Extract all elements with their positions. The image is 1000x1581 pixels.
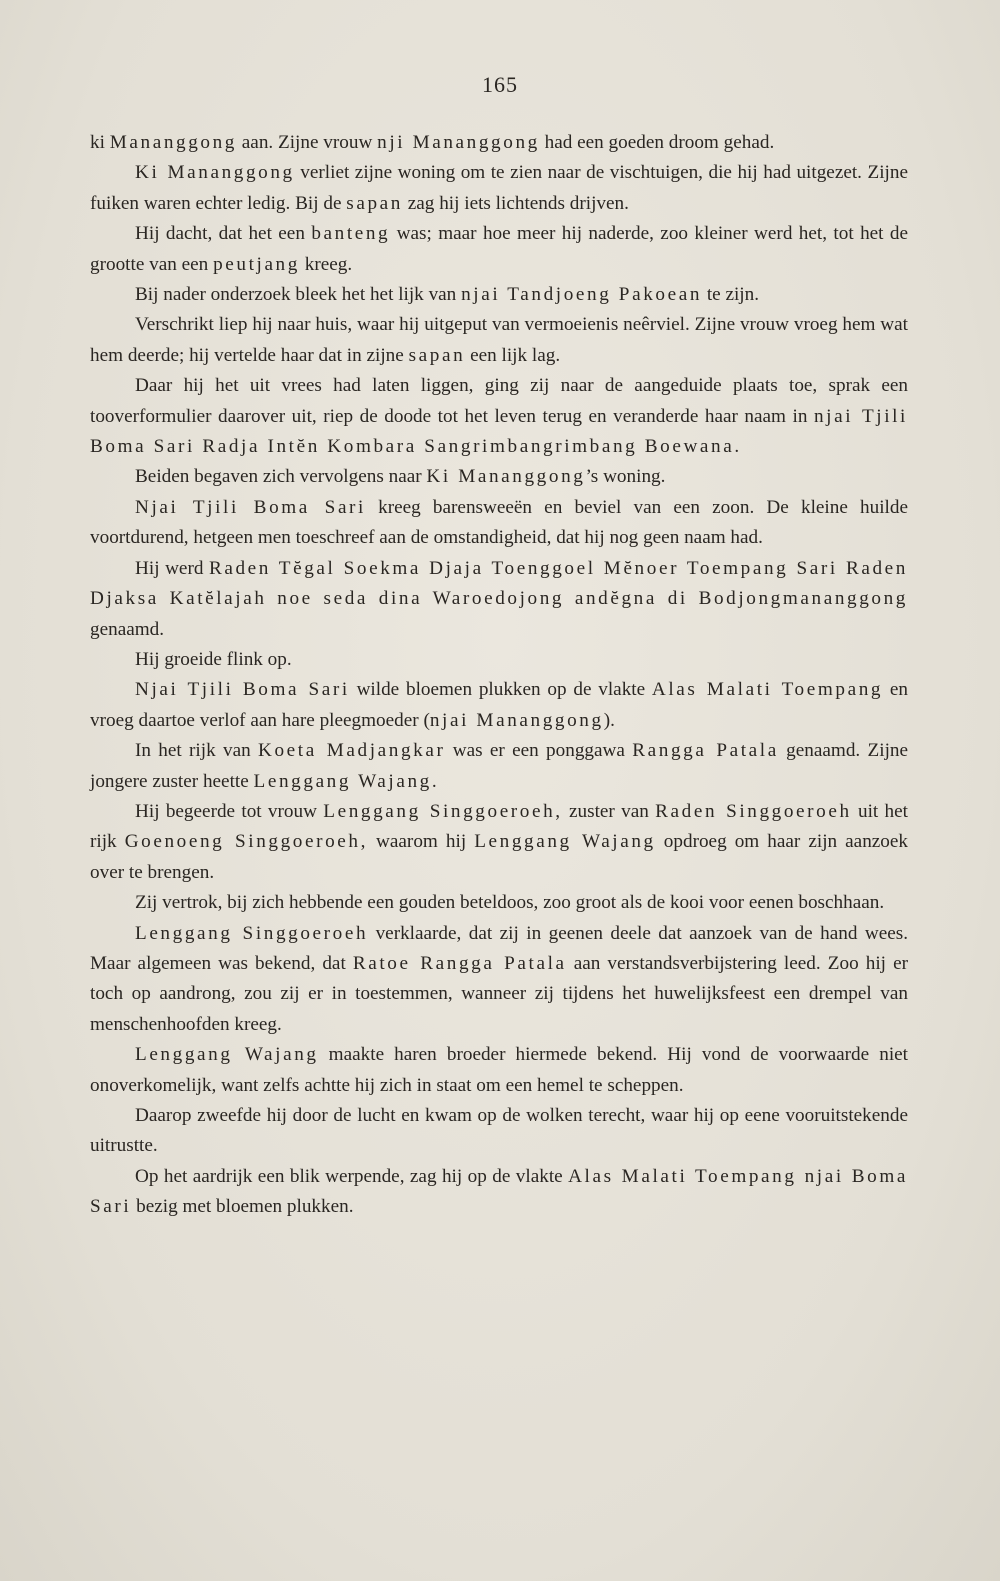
paragraph xyxy=(90,919,908,1041)
spaced-name: sapan xyxy=(408,344,466,366)
text-run: waarom hij xyxy=(368,831,475,853)
spaced-name: Njai Tjili Boma Sari xyxy=(135,496,366,518)
text-run: een lijk lag. xyxy=(465,344,561,366)
paragraph xyxy=(90,158,908,219)
text-run: Op het aardrijk een blik werpende, zag hij op de vlakte xyxy=(135,1165,569,1187)
spaced-name: Lenggang Wajang xyxy=(474,831,656,853)
paragraph xyxy=(90,675,908,736)
paragraph xyxy=(90,493,908,554)
paragraph xyxy=(90,1101,908,1162)
paragraph xyxy=(90,797,908,888)
spaced-name: Ki Mananggong xyxy=(426,466,586,488)
text-run: Verschrikt liep hij naar huis, waar hij uitgeput van vermoeienis neêrviel. Zijne vrouw vroeg hem wat hem deerde; hij vertelde haar dat in zijne xyxy=(90,314,908,366)
paragraph xyxy=(90,128,908,158)
text-run: In het rijk van xyxy=(135,740,259,762)
text-run: Hij werd xyxy=(135,557,209,579)
paragraph xyxy=(90,280,908,310)
paragraph xyxy=(90,1162,908,1223)
text-run: ). xyxy=(603,709,615,731)
text-run: genaamd. xyxy=(90,618,165,640)
text-run: kreeg. xyxy=(299,253,353,275)
text-run: zag hij iets lichtends drijven. xyxy=(402,192,629,214)
spaced-name: Rangga Patala xyxy=(632,740,779,762)
text-run: Daar hij het uit vrees had laten liggen, ging zij naar de aangeduide plaats toe, sprak een tooverformulier daarover uit, riep de doode tot het leven terug en veranderde haar naam in xyxy=(90,375,908,427)
paragraph xyxy=(90,462,908,492)
paragraph xyxy=(90,645,908,675)
paragraph xyxy=(90,736,908,797)
spaced-name: sapan xyxy=(346,192,403,214)
text-run: Daarop zweefde hij door de lucht en kwam op de wolken terecht, waar hij op eene vooruitstekende uitrustte. xyxy=(90,1105,908,1157)
text-run: aan verstandsverbijstering leed. Zoo hij er toch op aandrong, zou zij er in toestemmen, wanneer zij tijdens het huwelijksfeest een drempel van menschenhoofden kreeg. xyxy=(90,952,908,1035)
text-run: had een goeden droom gehad. xyxy=(539,132,775,153)
page-number: 165 xyxy=(482,72,518,97)
text-run: ki xyxy=(90,132,110,153)
text-run: te zijn. xyxy=(702,284,760,306)
text-run: was; maar hoe meer hij naderde, zoo kleiner werd het, tot het de grootte van een xyxy=(90,223,909,275)
text-run: zuster van xyxy=(562,800,656,822)
text-run: Bij nader onderzoek bleek het het lijk van xyxy=(135,284,462,306)
text-run: Hij dacht, dat het een xyxy=(135,223,312,245)
text-run: Hij begeerde tot vrouw xyxy=(135,800,324,822)
spaced-name: njai Mananggong xyxy=(429,709,604,731)
paragraph xyxy=(90,554,908,645)
text-run: verklaarde, dat zij in geenen deele dat aanzoek van de hand wees. Maar algemeen was bekend, dat xyxy=(90,922,909,974)
paragraph xyxy=(90,310,908,371)
spaced-name: Goenoeng Singgoeroeh, xyxy=(124,831,368,853)
spaced-name: Raden Singgoeroeh xyxy=(655,800,852,822)
spaced-name: njai Tjili Boma Sari Radja Intĕn Kombara Sangrimbangrimbang Boewana. xyxy=(90,405,908,458)
spaced-name: Raden Tĕgal Soekma Djaja Toenggoel Mĕnoer Toempang Sari Raden Djaksa Katĕlajah noe seda dina Waroedojong andĕgna di Bodjongmananggong xyxy=(90,557,908,610)
text-run: ’s woning. xyxy=(585,466,666,488)
spaced-name: Lenggang Singgoeroeh, xyxy=(323,800,563,822)
text-run: aan. Zijne vrouw xyxy=(236,132,378,153)
spaced-name: Alas Malati Toempang xyxy=(651,679,884,701)
spaced-name: Lenggang Singgoeroeh xyxy=(135,922,369,944)
spaced-name: Njai Tjili Boma Sari xyxy=(135,679,350,701)
text-run: opdroeg om haar zijn aanzoek over te brengen. xyxy=(90,831,909,883)
text-run: was er een ponggawa xyxy=(445,740,633,762)
spaced-name: Koeta Madjangkar xyxy=(258,740,446,762)
text-run: verliet zijne woning om te zien naar de vischtuigen, die hij had uitgezet. Zijne fuiken waren echter ledig. Bij de xyxy=(90,162,908,214)
spaced-name: Lenggang Wajang. xyxy=(253,770,440,792)
text-run: Zij vertrok, bij zich hebbende een gouden beteldoos, zoo groot als de kooi voor eenen boschhaan. xyxy=(135,892,885,914)
spaced-name: peutjang xyxy=(213,253,300,275)
text-run: bezig met bloemen plukken. xyxy=(131,1196,354,1218)
spaced-name: banteng xyxy=(311,223,391,245)
text-run: Hij groeide flink op. xyxy=(135,648,292,670)
spaced-name: Alas Malati Toempang njai Boma Sari xyxy=(90,1165,908,1218)
spaced-name: njai Tandjoeng Pakoean xyxy=(461,284,703,306)
text-run: genaamd. Zijne jongere zuster heette xyxy=(90,740,909,792)
text-run: kreeg barensweeën en beviel van een zoon. De kleine huilde voortdurend, hetgeen men toeschreef aan de omstandigheid, dat hij nog geen naam had. xyxy=(90,496,908,549)
paragraph xyxy=(90,219,908,280)
spaced-name: Mananggong xyxy=(109,132,237,153)
spaced-name: Ratoe Rangga Patala xyxy=(352,952,567,974)
paragraph xyxy=(90,371,908,462)
spaced-name: Lenggang Wajang xyxy=(135,1044,319,1066)
text-run: maakte haren broeder hiermede bekend. Hij vond de voorwaarde niet onoverkomelijk, want zelfs achtte hij zich in staat om een hemel te scheppen. xyxy=(90,1044,908,1096)
body-text xyxy=(90,128,908,1223)
text-run: Beiden begaven zich vervolgens naar xyxy=(135,466,427,488)
text-run: wilde bloemen plukken op de vlakte xyxy=(349,679,652,701)
spaced-name: Ki Mananggong xyxy=(135,162,295,184)
paragraph xyxy=(90,1040,908,1101)
text-run: en vroeg daartoe verlof aan hare pleegmoeder ( xyxy=(90,679,908,731)
spaced-name: nji Mananggong xyxy=(377,132,540,153)
paragraph xyxy=(90,888,908,918)
text-run: uit het rijk xyxy=(90,800,908,853)
